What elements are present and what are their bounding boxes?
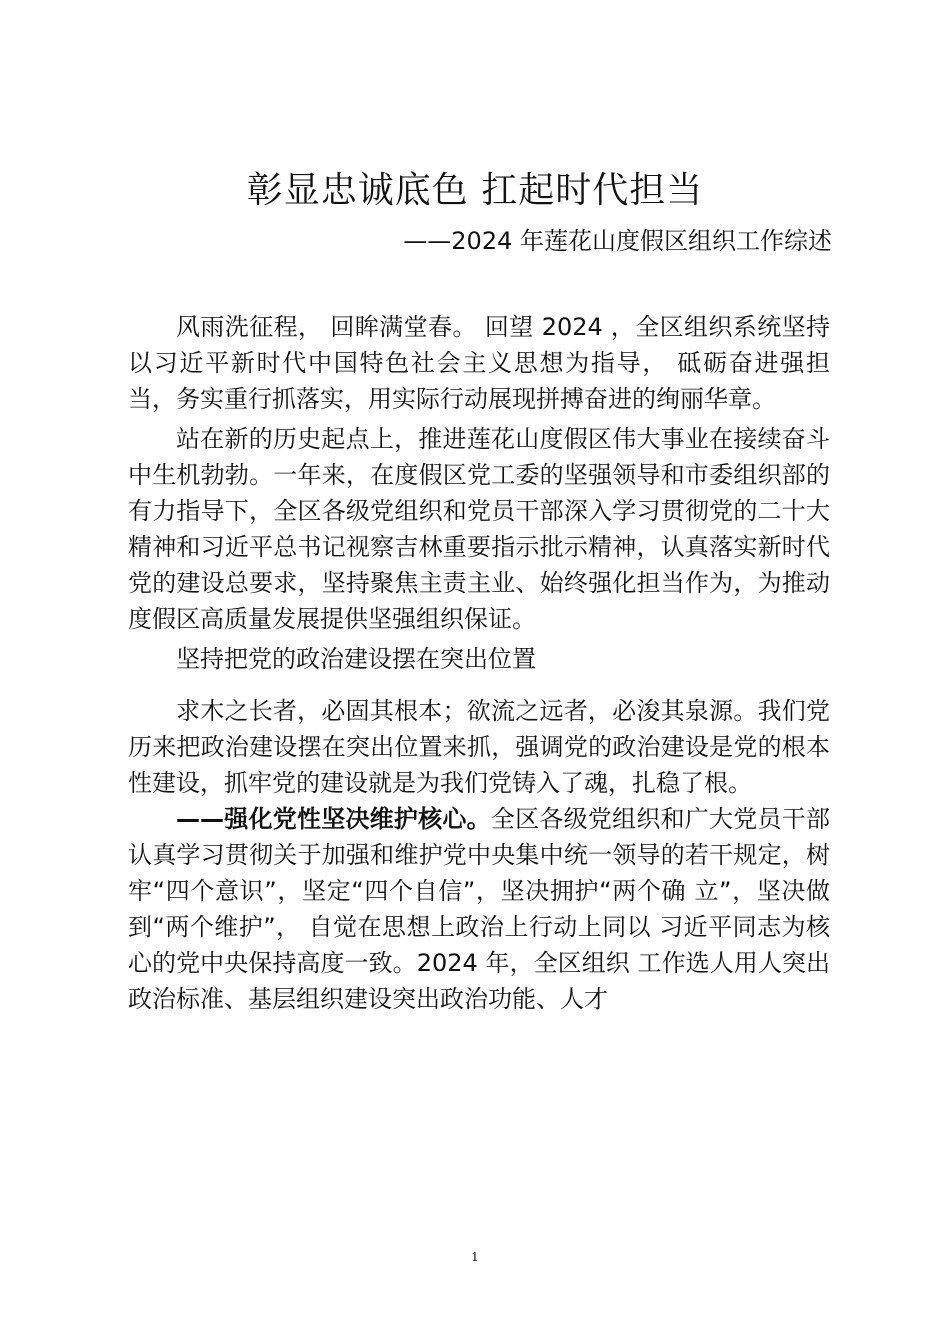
paragraph-bold-lead: ——强化党性坚决维护核心。	[176, 805, 491, 833]
paragraph-political-building: 求木之长者，必固其根本；欲流之远者，必浚其泉源。我们党历来把政治建设摆在突出位置来抓，强调党的政治建设是党的根本性建设，抓牢党的建设就是为我们党铸入了魂，扎稳了根。	[128, 697, 830, 797]
section-heading: 坚持把党的政治建设摆在突出位置	[176, 645, 536, 673]
paragraph-party-spirit-text: 全区各级党组织和广大党员干部认真学习贯彻关于加强和维护党中央集中统一领导的若干规定，树牢“四个意识”，坚定“四个自信”，坚决拥护“两个确 立”，坚决做到“两个维护”， 自觉在思想上政治上行动上同以 习近平同志为核心的党中央保持高度一致。2024 年，全区组织 工作选人用人突出政治标准、基层组织建设突出政治功能、人才	[128, 805, 831, 1013]
paragraph-overview: 站在新的历史起点上，推进莲花山度假区伟大事业在接续奋斗中生机勃勃。一年来，在度假区党工委的坚强领导和市委组织部的有力指导下，全区各级党组织和党员干部深入学习贯彻党的二十大精神和习近平总书记视察吉林重要指示批示精神，认真落实新时代党的建设总要求，坚持聚焦主责主业、始终强化担当作为，为推动度假区高质量发展提供坚强组织保证。	[128, 425, 830, 633]
page-number: 1	[471, 1250, 479, 1264]
page-subtitle: ——2024 年莲花山度假区组织工作综述	[403, 227, 832, 255]
body-text	[128, 309, 830, 1017]
paragraph-intro: 风雨洗征程， 回眸满堂春。 回望 2024 ，全区组织系统坚持 以习近平新时代中国特色社会主义思想为指导， 砥砺奋进强担 当，务实重行抓落实，用实际行动展现拼搏奋进的绚丽华章。	[128, 313, 830, 413]
page-title: 彰显忠诚底色 扛起时代担当	[246, 170, 704, 211]
paragraph-party-spirit	[128, 801, 830, 1017]
